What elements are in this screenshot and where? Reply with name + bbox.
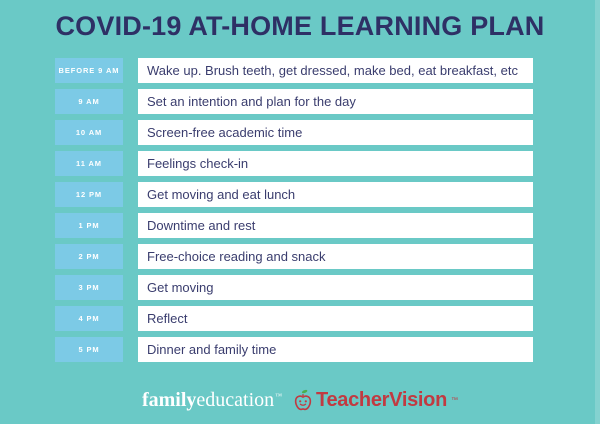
apple-icon: [293, 389, 313, 412]
time-badge: 4 PM: [55, 306, 123, 331]
trademark-symbol: ™: [275, 392, 283, 401]
activity-bar: Wake up. Brush teeth, get dressed, make bed, eat breakfast, etc: [138, 58, 533, 83]
activity-bar: Dinner and family time: [138, 337, 533, 362]
time-badge: 12 PM: [55, 182, 123, 207]
page-title: COVID-19 AT-HOME LEARNING PLAN: [55, 11, 545, 41]
time-badge: 2 PM: [55, 244, 123, 269]
footer-logos: [0, 386, 600, 414]
time-badge: 9 AM: [55, 89, 123, 114]
activity-bar: Reflect: [138, 306, 533, 331]
schedule-row: [55, 337, 533, 362]
familyeducation-education-text: education: [196, 389, 275, 411]
schedule-row: [55, 120, 533, 145]
schedule-row: [55, 89, 533, 114]
activity-bar: Get moving and eat lunch: [138, 182, 533, 207]
schedule-row: [55, 182, 533, 207]
time-badge: 3 PM: [55, 275, 123, 300]
schedule-row: [55, 306, 533, 331]
schedule-row: [55, 213, 533, 238]
teachervision-label: TeacherVision: [316, 389, 448, 411]
activity-bar: Downtime and rest: [138, 213, 533, 238]
teachervision-logo: [293, 389, 458, 412]
familyeducation-family-text: family: [141, 389, 197, 411]
schedule-row: [55, 151, 533, 176]
schedule: [55, 58, 533, 368]
time-badge: 1 PM: [55, 213, 123, 238]
time-badge: 11 AM: [55, 151, 123, 176]
trademark-symbol: ™: [451, 396, 459, 404]
time-badge: BEFORE 9 AM: [55, 58, 123, 83]
activity-bar: Screen-free academic time: [138, 120, 533, 145]
schedule-row: [55, 244, 533, 269]
activity-bar: Feelings check-in: [138, 151, 533, 176]
time-badge: 5 PM: [55, 337, 123, 362]
schedule-row: [55, 58, 533, 83]
familyeducation-logo: [142, 390, 282, 410]
activity-bar: Set an intention and plan for the day: [138, 89, 533, 114]
schedule-row: [55, 275, 533, 300]
activity-bar: Get moving: [138, 275, 533, 300]
activity-bar: Free-choice reading and snack: [138, 244, 533, 269]
time-badge: 10 AM: [55, 120, 123, 145]
right-edge-highlight: [595, 0, 600, 424]
